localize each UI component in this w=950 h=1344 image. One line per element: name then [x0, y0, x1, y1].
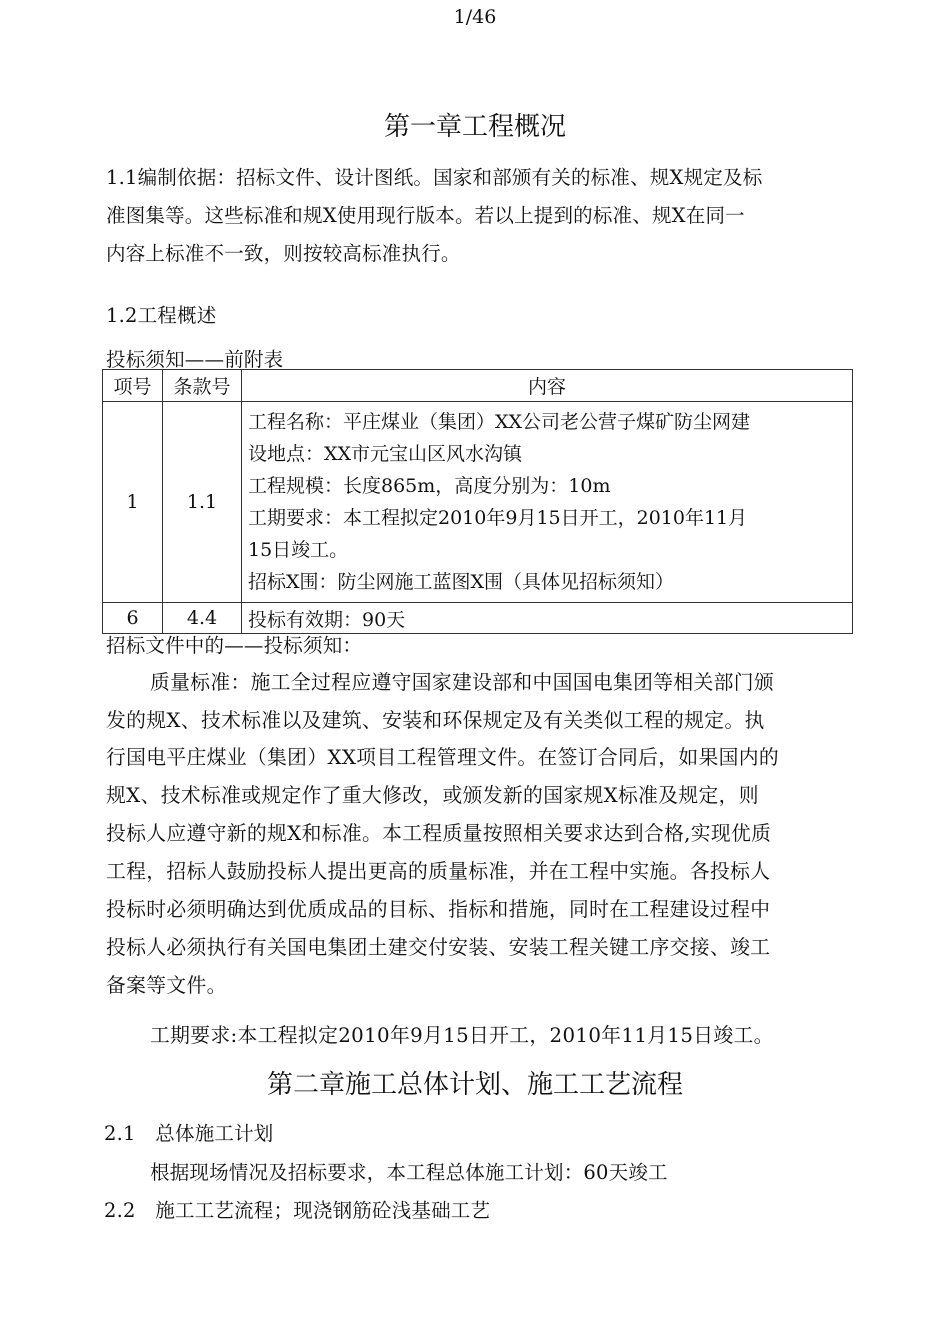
quality-line-3: 行国电平庄煤业（集团）XX项目工程管理文件。在签订合同后，如果国内的: [106, 746, 780, 769]
page-number: 1/46: [453, 6, 497, 28]
row-item-no: 1: [103, 402, 163, 603]
row-item-no: 6: [103, 603, 163, 634]
row-content: 投标有效期：90天: [242, 603, 853, 634]
header-clause-no: 条款号: [163, 370, 242, 402]
quality-line-9: 备案等文件。: [106, 974, 227, 997]
basis-line-3: 内容上标准不一致，则按较高标准执行。: [106, 242, 461, 265]
pre-attached-table: [102, 369, 853, 634]
header-content: 内容: [242, 370, 853, 402]
quality-line-7: 投标时必须明确达到优质成品的目标、指标和措施，同时在工程建设过程中: [106, 898, 771, 921]
overview-heading: 1.2工程概述: [106, 304, 217, 327]
section-2-2-heading: 2.2 施工工艺流程；现浇钢筋砼浅基础工艺: [104, 1199, 491, 1222]
content-line: 设地点：XX市元宝山区风水沟镇: [248, 443, 523, 465]
row-content: [242, 402, 853, 603]
quality-line-8: 投标人必须执行有关国电集团土建交付安装、安装工程关键工序交接、竣工: [106, 936, 771, 959]
quality-line-5: 投标人应遵守新的规X和标准。本工程质量按照相关要求达到合格,实现优质: [106, 822, 772, 845]
section-2-1-heading: 2.1 总体施工计划: [104, 1122, 274, 1145]
table-row: [103, 603, 853, 634]
notice-heading: 招标文件中的——投标须知：: [106, 634, 363, 657]
chapter-2-title: 第二章施工总体计划、施工工艺流程: [266, 1070, 683, 1100]
basis-line-2: 准图集等。这些标准和规X使用现行版本。若以上提到的标准、规X在同一: [106, 204, 745, 227]
chapter-1-title: 第一章工程概况: [383, 112, 566, 142]
schedule-line: 工期要求:本工程拟定2010年9月15日开工，2010年11月15日竣工。: [150, 1024, 774, 1047]
content-line: 招标X围：防尘网施工蓝图X围（具体见招标须知）: [248, 571, 675, 593]
content-line: 15日竣工。: [248, 539, 349, 561]
table-caption: 投标须知——前附表: [106, 348, 284, 371]
content-line: 工程名称：平庄煤业（集团）XX公司老公营子煤矿防尘网建: [248, 411, 751, 433]
content-line: 工期要求：本工程拟定2010年9月15日开工，2010年11月: [248, 507, 748, 529]
row-clause-no: 4.4: [163, 603, 242, 634]
table-header-row: [103, 370, 853, 402]
row-clause-no: 1.1: [163, 402, 242, 603]
quality-line-2: 发的规X、技术标准以及建筑、安装和环保规定及有关类似工程的规定。执: [106, 709, 765, 732]
quality-line-6: 工程，招标人鼓励投标人提出更高的质量标准，并在工程中实施。各投标人: [106, 860, 771, 883]
table-row: [103, 402, 853, 603]
quality-line-1: 质量标准：施工全过程应遵守国家建设部和中国国电集团等相关部门颁: [150, 671, 775, 694]
header-item-no: 项号: [103, 370, 163, 402]
plan-line: 根据现场情况及招标要求，本工程总体施工计划：60天竣工: [150, 1161, 668, 1184]
quality-line-4: 规X、技术标准或规定作了重大修改，或颁发新的国家规X标准及规定，则: [106, 784, 759, 807]
content-line: 工程规模：长度865m，高度分别为：10m: [248, 475, 611, 497]
basis-line-1: 1.1编制依据：招标文件、设计图纸。国家和部颁有关的标准、规X规定及标: [106, 166, 763, 189]
